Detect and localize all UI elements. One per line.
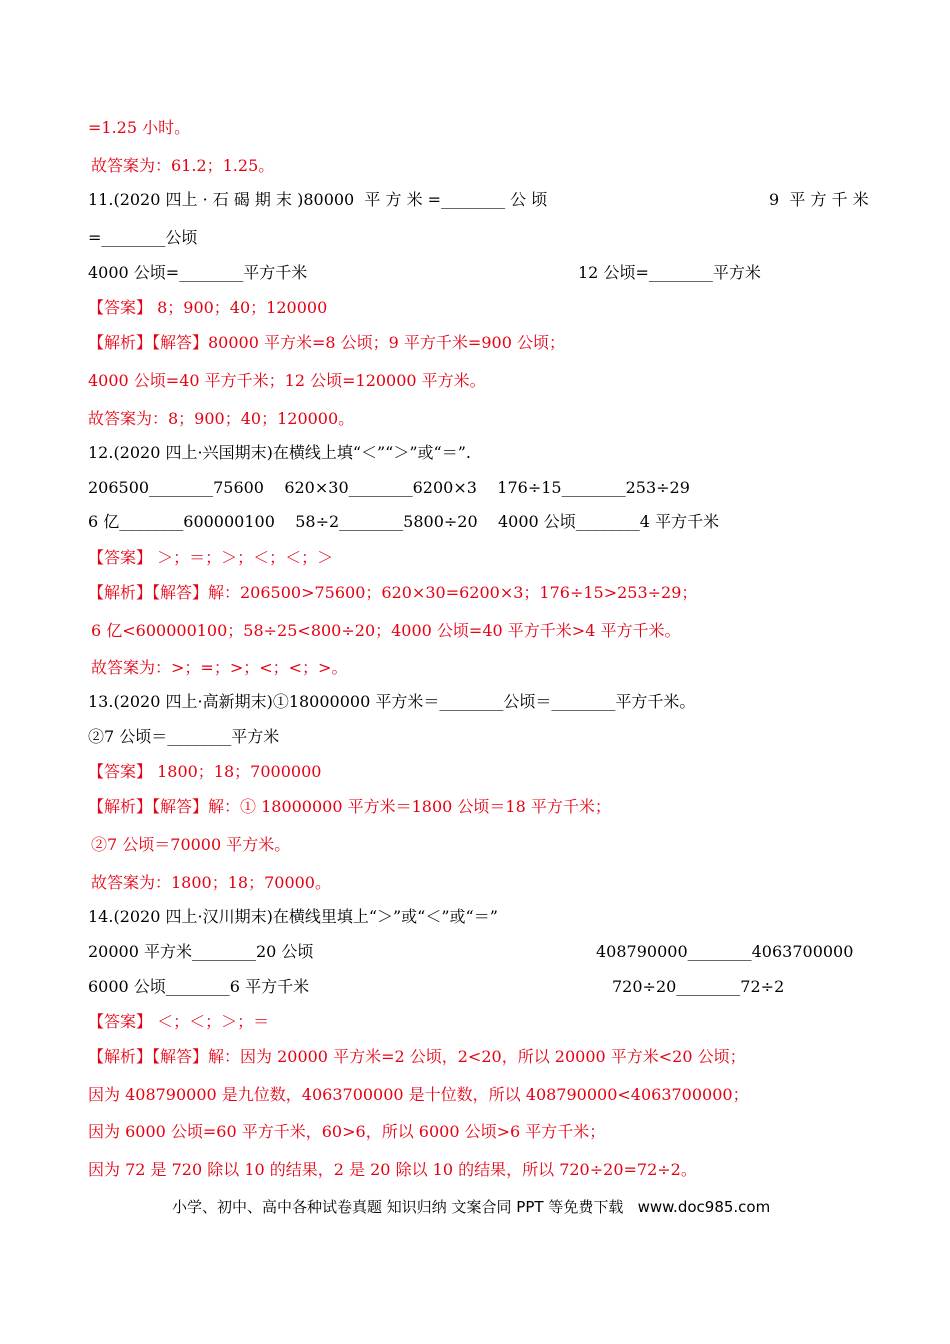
question-12-part: 6 亿________600000100 58÷2________5800÷20 4000 公顷________4 平方千米 — [88, 512, 720, 531]
question-13-part: ②7 公顷＝________平方米 — [88, 727, 280, 746]
analysis-13: ②7 公顷＝70000 平方米。 — [91, 835, 291, 854]
answer-summary-13: 故答案为：1800；18；70000。 — [91, 873, 331, 892]
question-14-part: 6000 公顷________6 平方千米 — [88, 977, 310, 996]
question-14-part: 720÷20________72÷2 — [612, 977, 785, 996]
question-14: 14.(2020 四上·汉川期末)在横线里填上“＞”或“＜”或“＝” — [88, 907, 498, 926]
answer-summary-11: 故答案为：8；900；40；120000。 — [88, 409, 355, 428]
analysis-11: 【解析】【解答】80000 平方米=8 公顷；9 平方千米=900 公顷； — [88, 333, 565, 352]
answer-13: 【答案】 1800；18；7000000 — [88, 762, 322, 781]
analysis-14: 因为 72 是 720 除以 10 的结果，2 是 20 除以 10 的结果，所以 720÷20=72÷2。 — [88, 1160, 697, 1179]
question-11-part: 9 平 方 千 米 — [769, 190, 869, 209]
question-14-part: 20000 平方米________20 公顷 — [88, 942, 314, 961]
question-13: 13.(2020 四上·高新期末)①18000000 平方米＝________公顷＝________平方千米。 — [88, 692, 696, 711]
question-11-part: 12 公顷=________平方米 — [578, 263, 761, 282]
solution-line: =1.25 小时。 — [88, 118, 191, 137]
answer-11: 【答案】 8；900；40；120000 — [88, 298, 328, 317]
analysis-14: 因为 6000 公顷=60 平方千米，60>6，所以 6000 公顷>6 平方千米； — [88, 1122, 606, 1141]
question-14-part: 408790000________4063700000 — [596, 942, 854, 961]
question-11-part: =________公顷 — [88, 228, 198, 247]
analysis-11: 4000 公顷=40 平方千米；12 公顷=120000 平方米。 — [88, 371, 486, 390]
analysis-12: 【解析】【解答】解：206500>75600；620×30=6200×3；176÷15>253÷29； — [88, 583, 698, 602]
answer-14: 【答案】 ＜；＜；＞；＝ — [88, 1012, 270, 1031]
question-11: 11.(2020 四上 · 石 碣 期 末 )80000 平 方 米 =________ 公 顷 — [88, 190, 548, 209]
analysis-13: 【解析】【解答】解：① 18000000 平方米＝1800 公顷＝18 平方千米； — [88, 797, 611, 816]
page-footer: 小学、初中、高中各种试卷真题 知识归纳 文案合同 PPT 等免费下载 www.doc985.com — [172, 1198, 771, 1216]
question-12: 12.(2020 四上·兴国期末)在横线上填“＜”“＞”或“＝”. — [88, 443, 471, 462]
answer-summary: 故答案为：61.2；1.25。 — [91, 156, 275, 175]
answer-12: 【答案】 ＞；＝；＞；＜；＜；＞ — [88, 548, 334, 567]
question-12-part: 206500________75600 620×30________6200×3 176÷15________253÷29 — [88, 478, 690, 497]
analysis-12: 6 亿<600000100；58÷25<800÷20；4000 公顷=40 平方千米>4 平方千米。 — [91, 621, 681, 640]
answer-summary-12: 故答案为：>；=；>；<；<；>。 — [91, 658, 348, 677]
question-11-part: 4000 公顷=________平方千米 — [88, 263, 308, 282]
analysis-14: 【解析】【解答】解：因为 20000 平方米=2 公顷，2<20，所以 20000 平方米<20 公顷； — [88, 1047, 746, 1066]
analysis-14: 因为 408790000 是九位数，4063700000 是十位数，所以 408790000<4063700000； — [88, 1085, 749, 1104]
